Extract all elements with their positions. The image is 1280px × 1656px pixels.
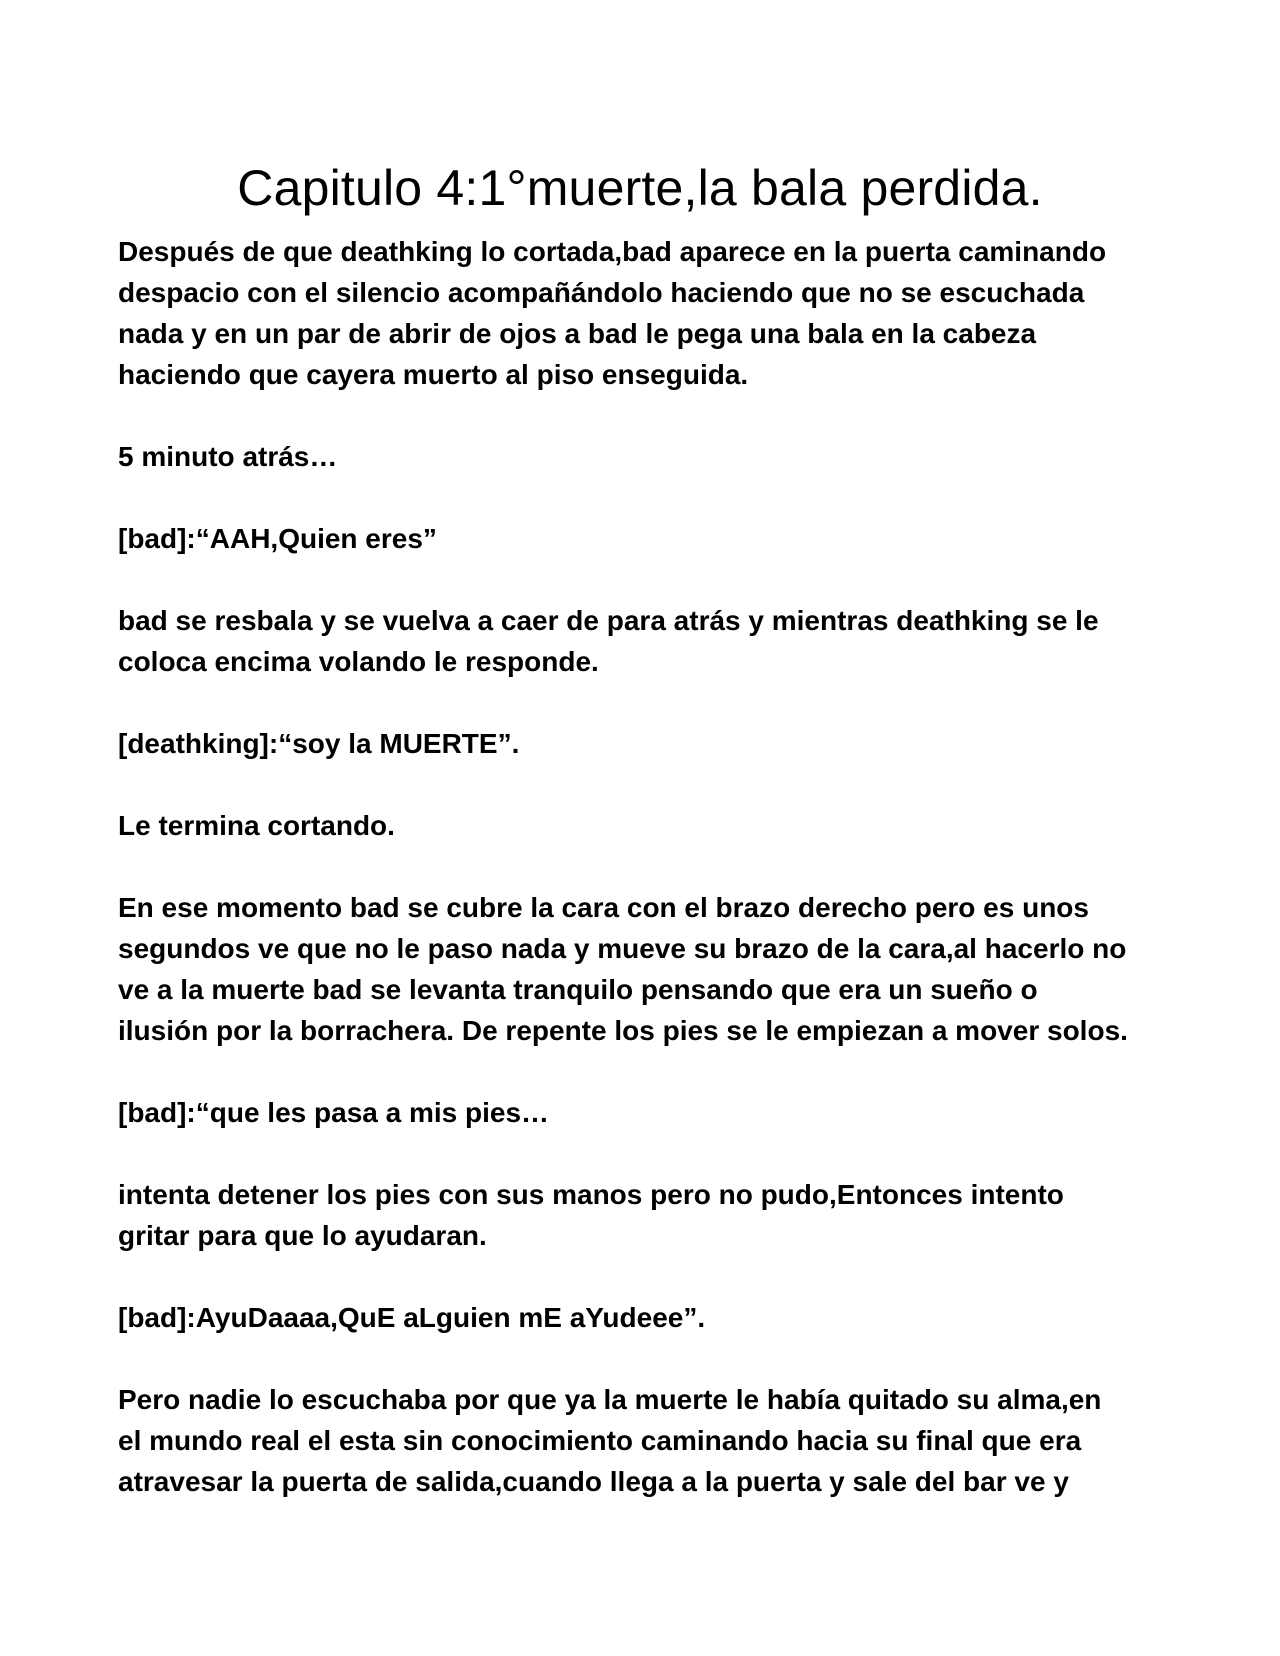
paragraph-6 — [118, 805, 1198, 846]
paragraph-9 — [118, 1174, 1198, 1256]
text-line: [bad]:AyuDaaaa,QuE aLguien mE aYudeee”. — [118, 1302, 706, 1333]
text-line: [deathking]:“soy la MUERTE”. — [118, 728, 520, 759]
text-line: En ese momento bad se cubre la cara con el brazo derecho pero es unos — [118, 892, 1089, 923]
text-line: nada y en un par de abrir de ojos a bad le pega una bala en la cabeza — [118, 318, 1037, 349]
text-line: intenta detener los pies con sus manos pero no pudo,Entonces intento — [118, 1179, 1064, 1210]
text-line: haciendo que cayera muerto al piso enseguida. — [118, 359, 749, 390]
text-line: segundos ve que no le paso nada y mueve su brazo de la cara,al hacerlo no — [118, 933, 1127, 964]
text-line: atravesar la puerta de salida,cuando llega a la puerta y sale del bar ve y — [118, 1466, 1069, 1497]
paragraph-11 — [118, 1379, 1198, 1502]
paragraph-1 — [118, 231, 1198, 395]
text-line: Le termina cortando. — [118, 810, 395, 841]
chapter-body — [118, 231, 1198, 1543]
paragraph-4 — [118, 600, 1198, 682]
chapter-title: Capitulo 4:1°muerte,la bala perdida. — [237, 159, 1043, 216]
text-line: Pero nadie lo escuchaba por que ya la muerte le había quitado su alma,en — [118, 1384, 1102, 1415]
paragraph-7 — [118, 887, 1198, 1051]
text-line: el mundo real el esta sin conocimiento caminando hacia su final que era — [118, 1425, 1082, 1456]
text-line: Después de que deathking lo cortada,bad aparece en la puerta caminando — [118, 236, 1107, 267]
text-line: despacio con el silencio acompañándolo haciendo que no se escuchada — [118, 277, 1085, 308]
text-line: gritar para que lo ayudaran. — [118, 1220, 487, 1251]
text-line: [bad]:“AAH,Quien eres” — [118, 523, 437, 554]
text-line: coloca encima volando le responde. — [118, 646, 599, 677]
text-line: [bad]:“que les pasa a mis pies… — [118, 1097, 550, 1128]
text-line: ilusión por la borrachera. De repente los pies se le empiezan a mover solos. — [118, 1015, 1128, 1046]
dialogue-bad-1 — [118, 518, 1198, 559]
paragraph-2 — [118, 436, 1198, 477]
dialogue-bad-3 — [118, 1297, 1198, 1338]
text-line: ve a la muerte bad se levanta tranquilo pensando que era un sueño o — [118, 974, 1038, 1005]
text-line: 5 minuto atrás… — [118, 441, 338, 472]
text-line: bad se resbala y se vuelva a caer de para atrás y mientras deathking se le — [118, 605, 1099, 636]
dialogue-bad-2 — [118, 1092, 1198, 1133]
dialogue-deathking — [118, 723, 1198, 764]
